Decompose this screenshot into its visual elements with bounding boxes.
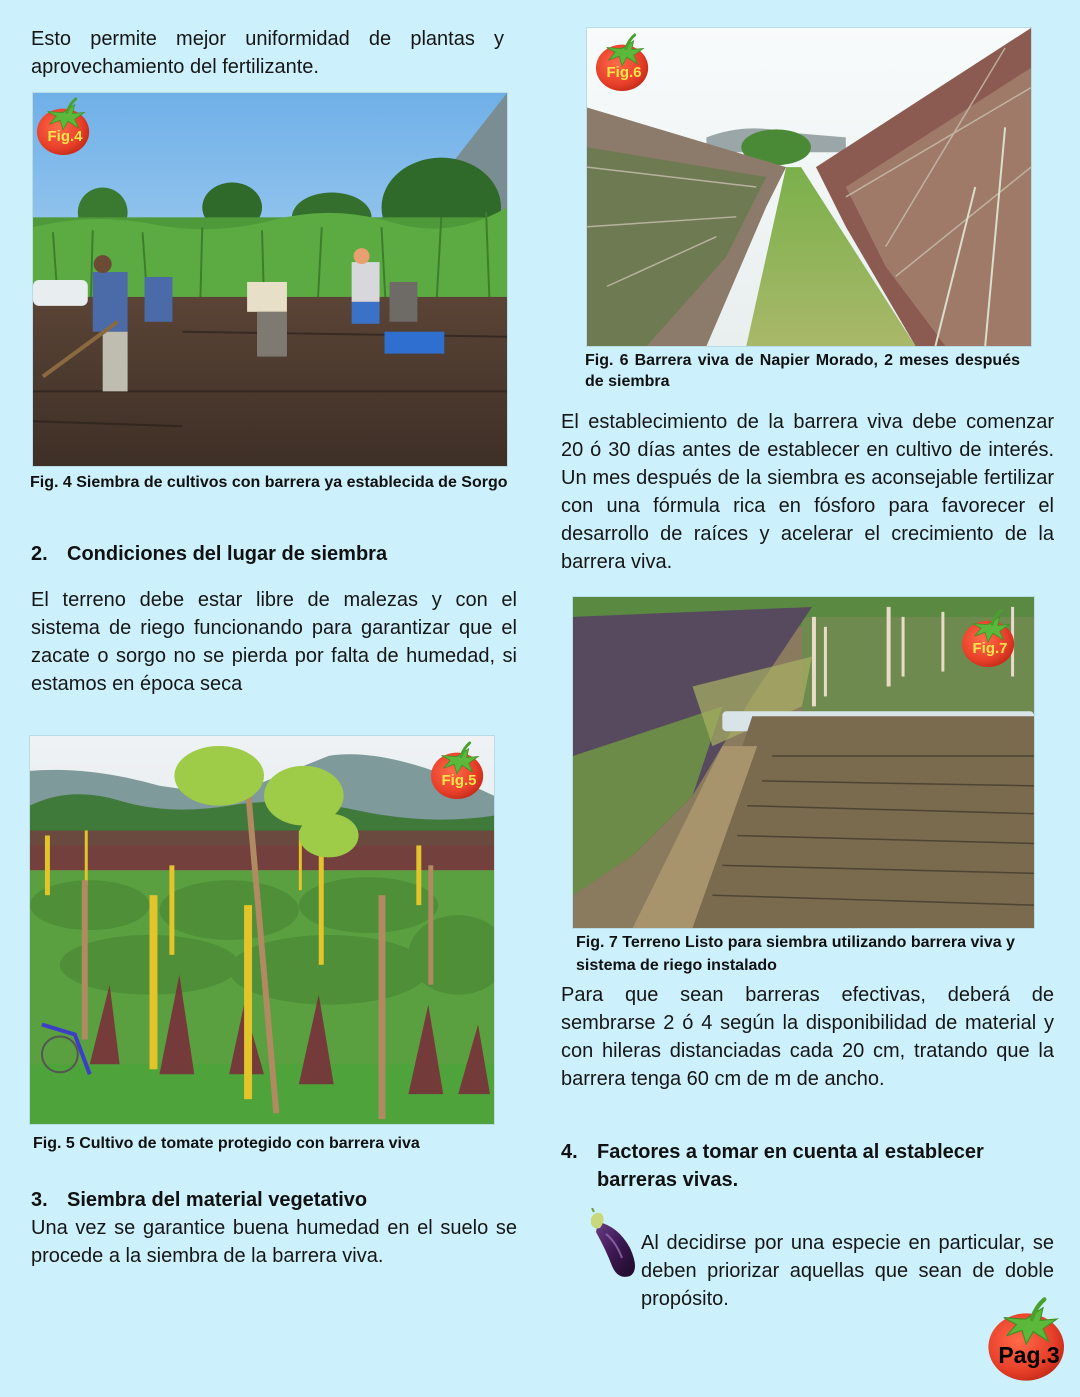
page-number-label: Pag.3 — [998, 1342, 1060, 1368]
figure-6-caption: Fig. 6 Barrera viva de Napier Morado, 2 meses después de siembra — [585, 352, 1020, 390]
page-number-badge — [987, 1296, 1071, 1384]
tomato-field-scene — [30, 736, 494, 1124]
section-2-heading — [31, 540, 511, 568]
figure-7-badge — [961, 609, 1019, 669]
figure-6-badge — [595, 33, 653, 93]
section-2-paragraph: El terreno debe estar libre de malezas y con el sistema de riego funcionando para garantizar que el zacate o sorgo no se pierda por falta de humedad, si estamos en época seca — [31, 589, 517, 695]
figure-7-photo — [572, 596, 1035, 929]
section-3-paragraph: Una vez se garantice buena humedad en el suelo se procede a la siembra de la barrera viva. — [31, 1217, 517, 1267]
section-3-title: Siembra del material vegetativo — [67, 1189, 368, 1211]
figure-6-badge-label: Fig.6 — [606, 64, 642, 81]
effective-barrier-paragraph: Para que sean barreras efectivas, deberá de sembrarse 2 ó 4 según la disponibilidad de material y con hileras distanciadas cada 20 cm, tratando que la barrera tenga 60 cm de m de ancho. — [561, 984, 1054, 1090]
intro-paragraph: Esto permite mejor uniformidad de plantas y aprovechamiento del fertilizante. — [31, 28, 504, 78]
section-2-number: 2. — [31, 543, 48, 565]
figure-5-badge-label: Fig.5 — [441, 772, 477, 789]
tomato-icon — [961, 609, 1019, 669]
figure-7-caption: Fig. 7 Terreno Listo para siembra utilizando barrera viva y sistema de riego instalado — [576, 934, 1015, 974]
eggplant-icon — [588, 1208, 638, 1280]
section-4-title: Factores a tomar en cuenta al establecer barreras vivas. — [597, 1141, 984, 1191]
section-4-heading — [561, 1138, 1031, 1194]
napier-grass-path-scene — [587, 28, 1031, 346]
tomato-icon — [987, 1296, 1071, 1384]
field-workers-scene — [33, 93, 507, 466]
section-3-heading — [31, 1186, 511, 1214]
figure-6-photo — [586, 27, 1032, 347]
section-3-number: 3. — [31, 1189, 48, 1211]
section-2-title: Condiciones del lugar de siembra — [67, 543, 388, 565]
tomato-icon — [430, 741, 488, 801]
section-4-number: 4. — [561, 1141, 578, 1163]
figure-4-badge-label: Fig.4 — [47, 128, 83, 145]
tomato-icon — [595, 33, 653, 93]
barrier-establishment-paragraph: El establecimiento de la barrera viva debe comenzar 20 ó 30 días antes de establecer en cultivo de interés. Un mes después de la siembra es aconsejable fertilizar con una fórmula rica en fósforo para favorecer el desarrollo de raíces y acelerar el crecimiento de la barrera viva. — [561, 411, 1054, 573]
tomato-icon — [36, 97, 94, 157]
bullet-text: Al decidirse por una especie en particular, se deben priorizar aquellas que sean de doble propósito. — [641, 1232, 1054, 1310]
figure-4-caption: Fig. 4 Siembra de cultivos con barrera ya establecida de Sorgo — [30, 474, 508, 491]
figure-4-badge — [36, 97, 94, 157]
figure-5-caption: Fig. 5 Cultivo de tomate protegido con barrera viva — [33, 1135, 420, 1152]
figure-7-badge-label: Fig.7 — [972, 640, 1008, 657]
figure-5-photo — [29, 735, 495, 1125]
figure-4-photo — [32, 92, 508, 467]
figure-5-badge — [430, 741, 488, 801]
